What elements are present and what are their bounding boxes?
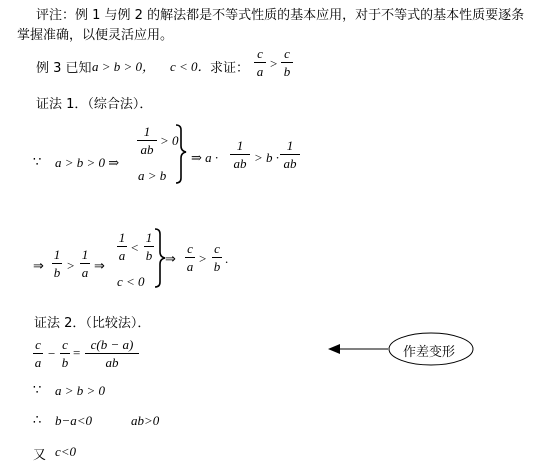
proof2-title: 证法 2．（比较法）． (34, 316, 151, 331)
claim-relation: > (270, 56, 278, 71)
prove-label: 求证： (210, 61, 250, 76)
diff-fraction-1: c a (34, 337, 42, 370)
example-condition: a > b > 0， (92, 59, 156, 74)
diff-fraction-2: c b (61, 337, 69, 370)
proof1-fraction-b: 1 ab (280, 138, 300, 171)
because-symbol-2: ∵ (33, 383, 42, 398)
proof1-title: 证法 1．（综合法）． (36, 97, 153, 112)
proof1-fraction-a: 1 ab (230, 138, 250, 171)
line2-top-relation: < (131, 240, 139, 255)
example-condition-c: c < 0． (170, 59, 211, 74)
implies-arrow-1: ⇒ (33, 259, 44, 274)
claim-fraction-right: c b (281, 46, 293, 79)
proof2-line-3a: b−a<0 (55, 413, 93, 428)
proof2-line-3b: ab>0 (131, 413, 160, 428)
brace-proof1 (176, 125, 186, 183)
diff-fraction-result: c(b − a) ab (85, 337, 139, 370)
result-relation: > (199, 251, 207, 266)
line2-top-fraction-1: 1 a (118, 230, 126, 263)
result-fraction-2: c b (213, 241, 221, 274)
proof1-top-relation: > 0 (160, 133, 179, 148)
implies-arrow-2: ⇒ (94, 259, 105, 274)
implies-arrow-3: ⇒ (165, 252, 176, 267)
example-label: 例 3 已知 (36, 61, 92, 76)
line2-fraction-1: 1 b (53, 247, 61, 280)
result-fraction-1: c a (186, 241, 194, 274)
proof1-bottom-condition: a > b (138, 168, 167, 183)
proof1-middle: > b · (254, 150, 280, 165)
line2-relation-1: > (67, 258, 75, 273)
result-period: . (225, 251, 229, 266)
because-symbol: ∵ (33, 155, 42, 170)
line2-top-fraction-2: 1 b (145, 230, 153, 263)
diff-equals: = (73, 345, 81, 360)
comment-line-2: 掌握准确，以便灵活应用。 (17, 28, 174, 43)
callout-label: 作差变形 (403, 345, 456, 360)
diff-minus: − (48, 346, 56, 361)
claim-fraction-left: c a (254, 46, 266, 79)
proof2-line-2: a > b > 0 (55, 383, 106, 398)
comment-line-1: 评注：例 1 与例 2 的解法都是不等式性质的基本应用，对于不等式的基本性质要逐条 (36, 8, 525, 23)
line2-fraction-2: 1 a (81, 247, 89, 280)
callout-arrowhead-icon (328, 344, 340, 354)
proof2-line-4: c<0 (55, 444, 77, 459)
proof1-implies: ⇒ a · (191, 150, 219, 165)
proof1-top-fraction: 1 ab (137, 124, 157, 157)
brace-proof1-line2 (155, 229, 165, 287)
line2-bottom-condition: c < 0 (117, 274, 145, 289)
proof1-chain: a > b > 0 ⇒ (55, 155, 120, 170)
therefore-symbol: ∴ (33, 413, 42, 428)
also-symbol: 又 (33, 448, 47, 463)
